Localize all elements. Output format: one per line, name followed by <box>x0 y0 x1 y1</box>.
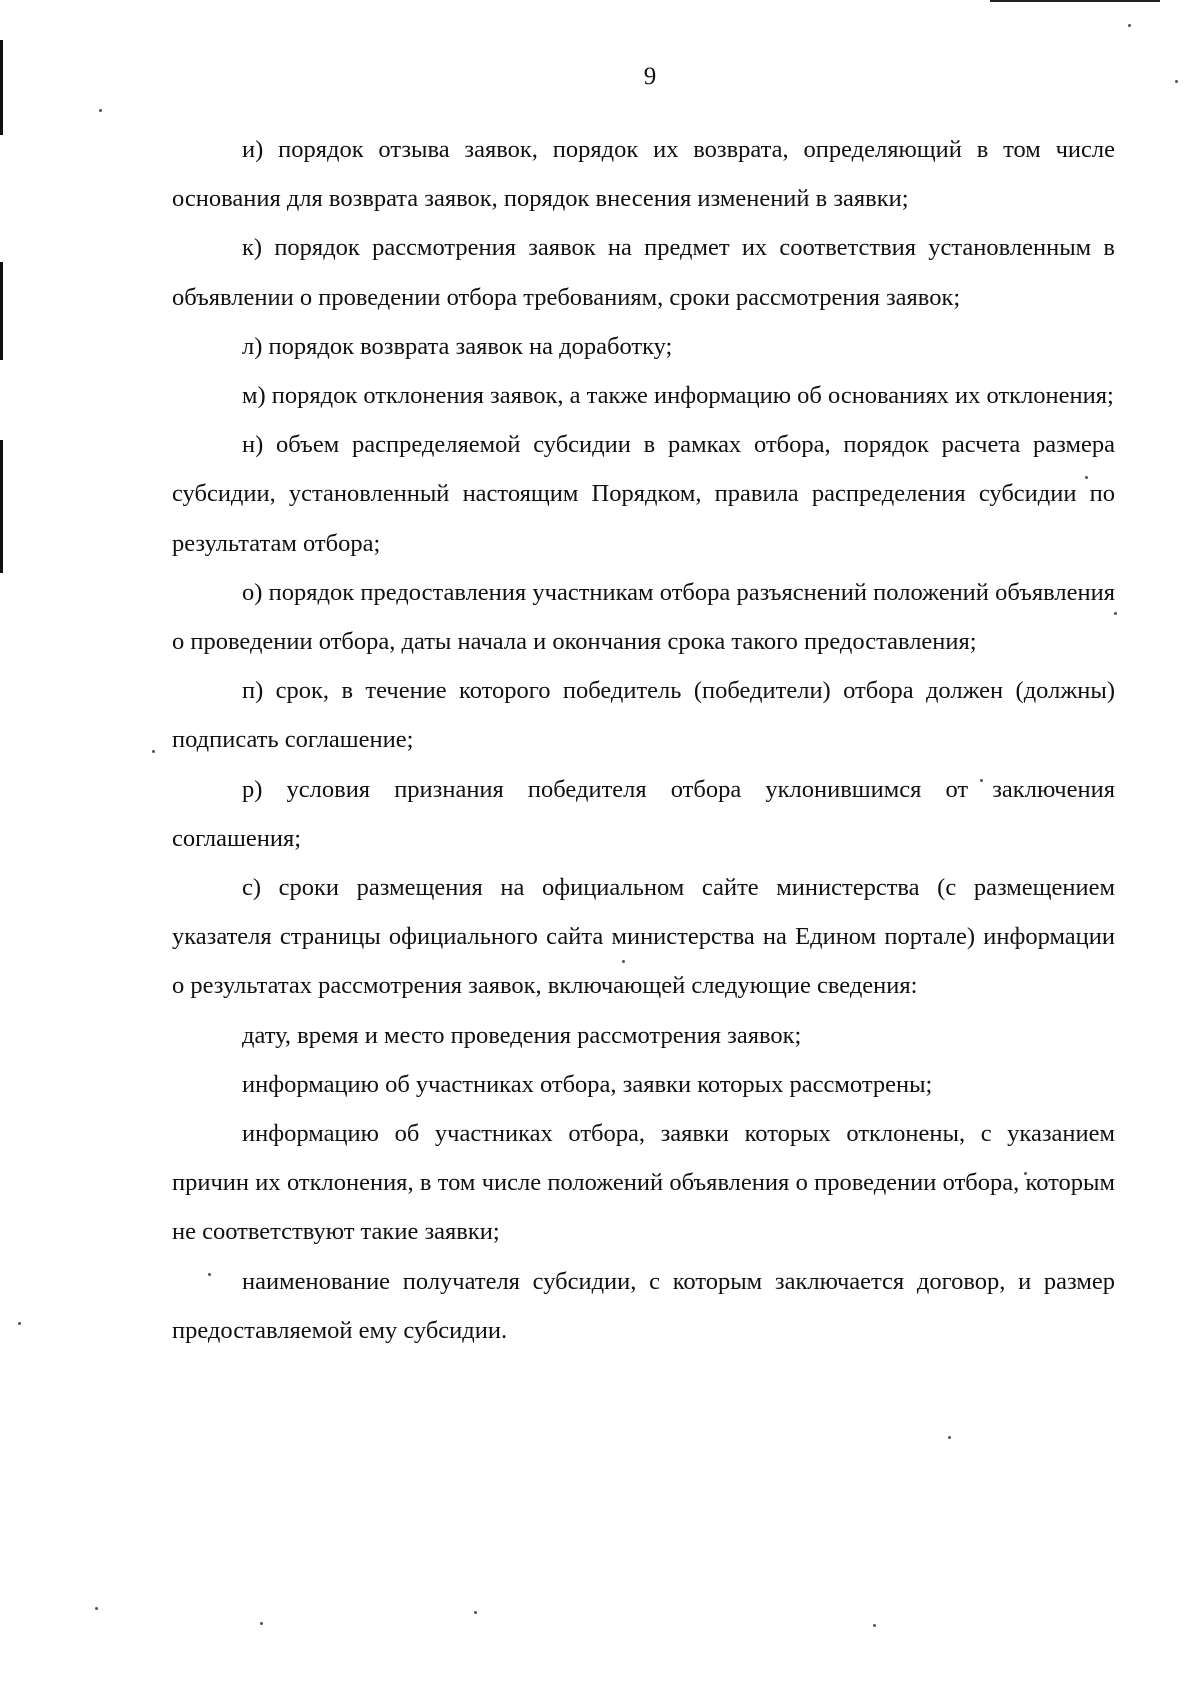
scan-speck <box>1128 24 1131 27</box>
paragraph-s: с) сроки размещения на официальном сайте министерства (с размещением указателя страницы официального сайта министерства на Едином портале) информации о результатах рассмотрения заявок, включающей следующие сведения: <box>172 874 1115 1000</box>
list-item-date-time-place: дату, время и место проведения рассмотрения заявок; <box>242 1021 802 1049</box>
scan-speck <box>474 1611 477 1614</box>
page-number: 9 <box>643 63 657 90</box>
paragraph-k: к) порядок рассмотрения заявок на предмет их соответствия установленным в объявлении о проведении отбора требованиям, сроки рассмотрения заявок; <box>172 234 1115 311</box>
scan-edge-mark <box>0 262 3 360</box>
paragraph-p: п) срок, в течение которого победитель (победители) отбора должен (должны) подписать соглашение; <box>172 677 1115 754</box>
scan-speck <box>18 1322 21 1325</box>
list-item-rejected-participants: информацию об участниках отбора, заявки которых отклонены, с указанием причин их отклонения, в том числе положений объявления о проведении отбора, которым не соответствуют такие заявки; <box>172 1120 1115 1246</box>
paragraph-r: р) условия признания победителя отбора уклонившимся от заключения соглашения; <box>172 775 1115 852</box>
scan-speck <box>95 1607 98 1610</box>
document-body <box>172 125 1115 1355</box>
paragraph-i: и) порядок отзыва заявок, порядок их возврата, определяющий в том числе основания для возврата заявок, порядок внесения изменений в заявки; <box>172 136 1115 213</box>
paragraph-l: л) порядок возврата заявок на доработку; <box>242 332 673 360</box>
paragraph-n: н) объем распределяемой субсидии в рамках отбора, порядок расчета размера субсидии, установленный настоящим Порядком, правила распределения субсидии по результатам отбора; <box>172 431 1115 557</box>
scan-speck <box>948 1436 951 1439</box>
scan-edge-mark <box>0 440 3 573</box>
list-item-reviewed-participants: информацию об участниках отбора, заявки которых рассмотрены; <box>242 1070 933 1098</box>
scan-edge-mark <box>990 0 1160 2</box>
paragraph-o: о) порядок предоставления участникам отбора разъяснений положений объявления о проведении отбора, даты начала и окончания срока такого предоставления; <box>172 578 1115 656</box>
scan-speck <box>873 1624 876 1627</box>
scan-speck <box>152 750 155 753</box>
scan-speck <box>99 109 102 112</box>
scan-speck <box>260 1622 263 1625</box>
list-item-recipient-name: наименование получателя субсидии, с которым заключается договор, и размер предоставляемой ему субсидии. <box>172 1267 1115 1344</box>
paragraph-m: м) порядок отклонения заявок, а также информацию об основаниях их отклонения; <box>242 382 1114 410</box>
